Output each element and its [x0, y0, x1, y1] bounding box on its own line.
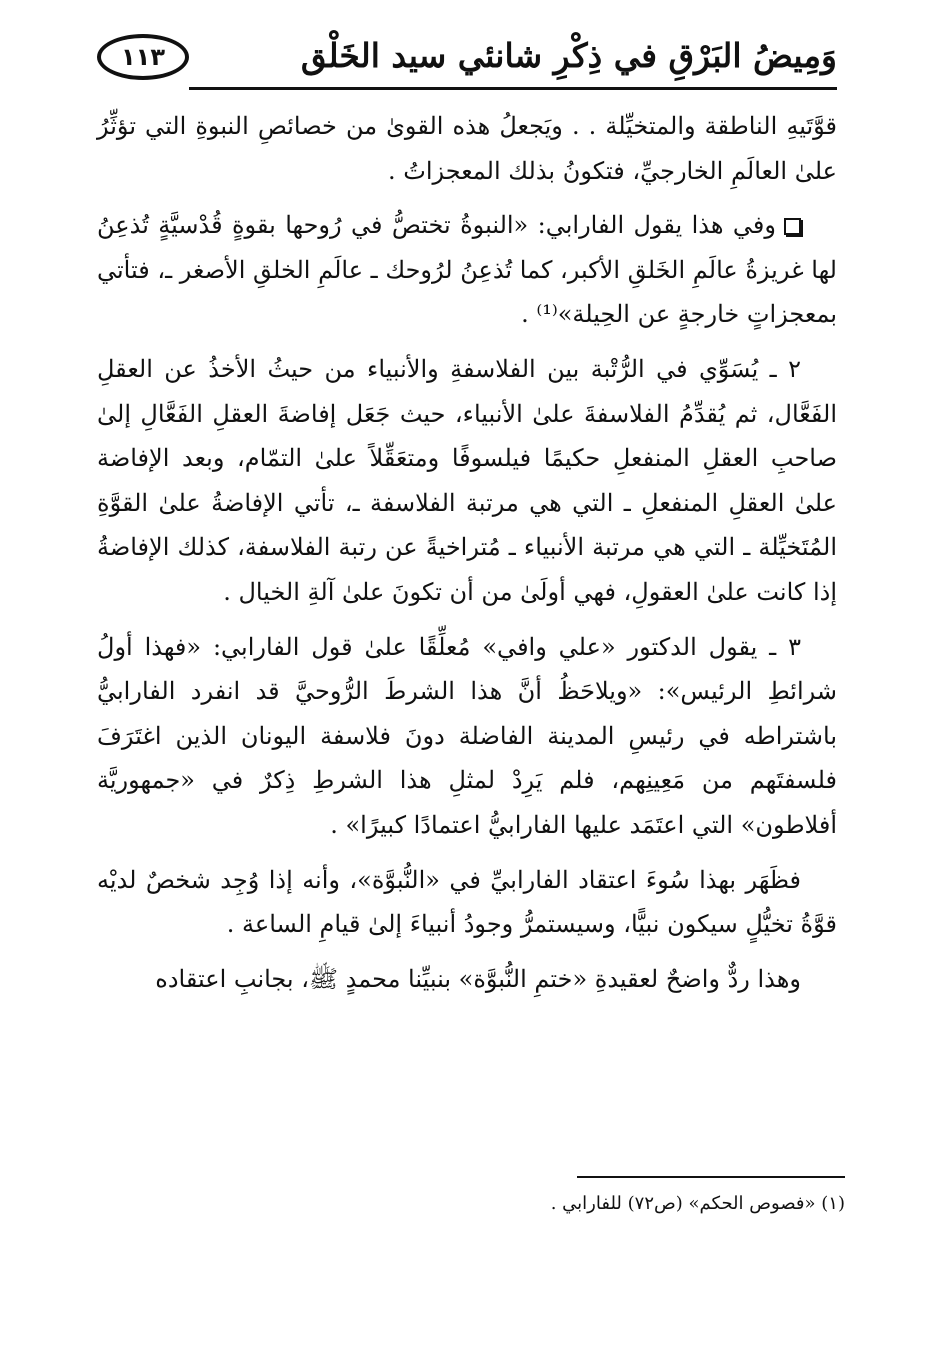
paragraph-2-text: وفي هذا يقول الفارابي: «النبوةُ تختصُّ في رُوحها بقوةٍ قُدْسيَّةٍ تُذعِنُ لها غريزةُ عالَمِ الخَلقِ الأكبر، كما تُذعِنُ لرُوحك ـ عالَمِ الخلقِ الأصغر ـ، فتأتي بمعجزاتٍ خارجةٍ عن الحِيلة»⁽¹⁾ .	[97, 211, 837, 329]
paragraph-1: قوَّتَيهِ الناطقة والمتخيِّلة . . ويَجعلُ هذه القوىٰ من خصائصِ النبوةِ التي تؤثِّرُ علىٰ العالَمِ الخارجيِّ، فتكونُ بذلك المعجزاتُ .	[97, 112, 837, 185]
paragraph-5: فظَهَر بهذا سُوءَ اعتقاد الفارابيِّ في «النُّبوَّة»، وأنه إذا وُجِد شخصٌ لديْه قوَّةُ تخيُّلٍ سيكون نبيًّا، وسيستمرُّ وجودُ أنبياءَ إلىٰ قيامِ الساعة .	[97, 865, 837, 939]
page-number-badge	[97, 34, 189, 80]
running-title: وَمِيضُ البَرْقِ في ذِكْرِ شانئي سيد الخَلْق	[300, 36, 837, 75]
paragraph-6: وهذا ردٌّ واضحٌ لعقيدةِ «ختمِ النُّبوَّة» بنبيِّنا محمدٍ ﷺ، بجانبِ اعتقاده	[155, 964, 801, 993]
main-text	[97, 104, 837, 1011]
square-bullet-icon	[784, 218, 801, 235]
footnote: (١) «فصوص الحكم» (ص٧٢) للفارابي .	[550, 1193, 845, 1214]
footnote-divider	[577, 1176, 845, 1178]
page-header	[95, 28, 837, 96]
paragraph-3: ٢ ـ يُسَوِّي في الرُّتْبة بين الفلاسفةِ والأنبياء من حيثُ الأخذُ عن العقلِ الفَعَّال، ثم يُقدِّمُ الفلاسفةَ علىٰ الأنبياء، حيث جَعَل إفاضةَ العقلِ الفَعَّالِ إلىٰ صاحبِ العقلِ المنفعلِ حكيمًا فيلسوفًا ومتعَقِّلاً علىٰ التمّام، وبعد الإفاضة علىٰ العقلِ المنفعلِ ـ التي هي مرتبة الفلاسفة ـ، تأتي الإفاضةُ علىٰ القوَّةِ المُتَخيِّلة ـ التي هي مرتبة الأنبياء ـ مُتراخيةً عن رتبة الفلاسفة، كذلك الإفاضةُ إذا كانت علىٰ العقولِ، فهي أولَىٰ من أن تكونَ علىٰ آلةِ الخيال .	[97, 354, 837, 606]
header-divider	[189, 87, 837, 90]
page-number: ١١٣	[121, 43, 165, 71]
paragraph-2	[97, 203, 837, 337]
paragraph-4: ٣ ـ يقول الدكتور «علي وافي» مُعلِّقًا علىٰ قول الفارابي: «فهذا أولُ شرائطِ الرئيس»: «ويلاحَظُ أنَّ هذا الشرطَ الرُّوحيَّ قد انفرد الفارابيُّ باشتراطه في رئيسِ المدينة الفاضلة دونَ فلاسفة اليونان الذين اغتَرَفَ فلسفتَهم من مَعِينِهم، فلم يَرِدْ لمثلِ هذا الشرطِ ذِكرٌ في «جمهوريَّة أفلاطون» التي اعتَمَد عليها الفارابيُّ اعتمادًا كبيرًا» .	[97, 632, 837, 839]
